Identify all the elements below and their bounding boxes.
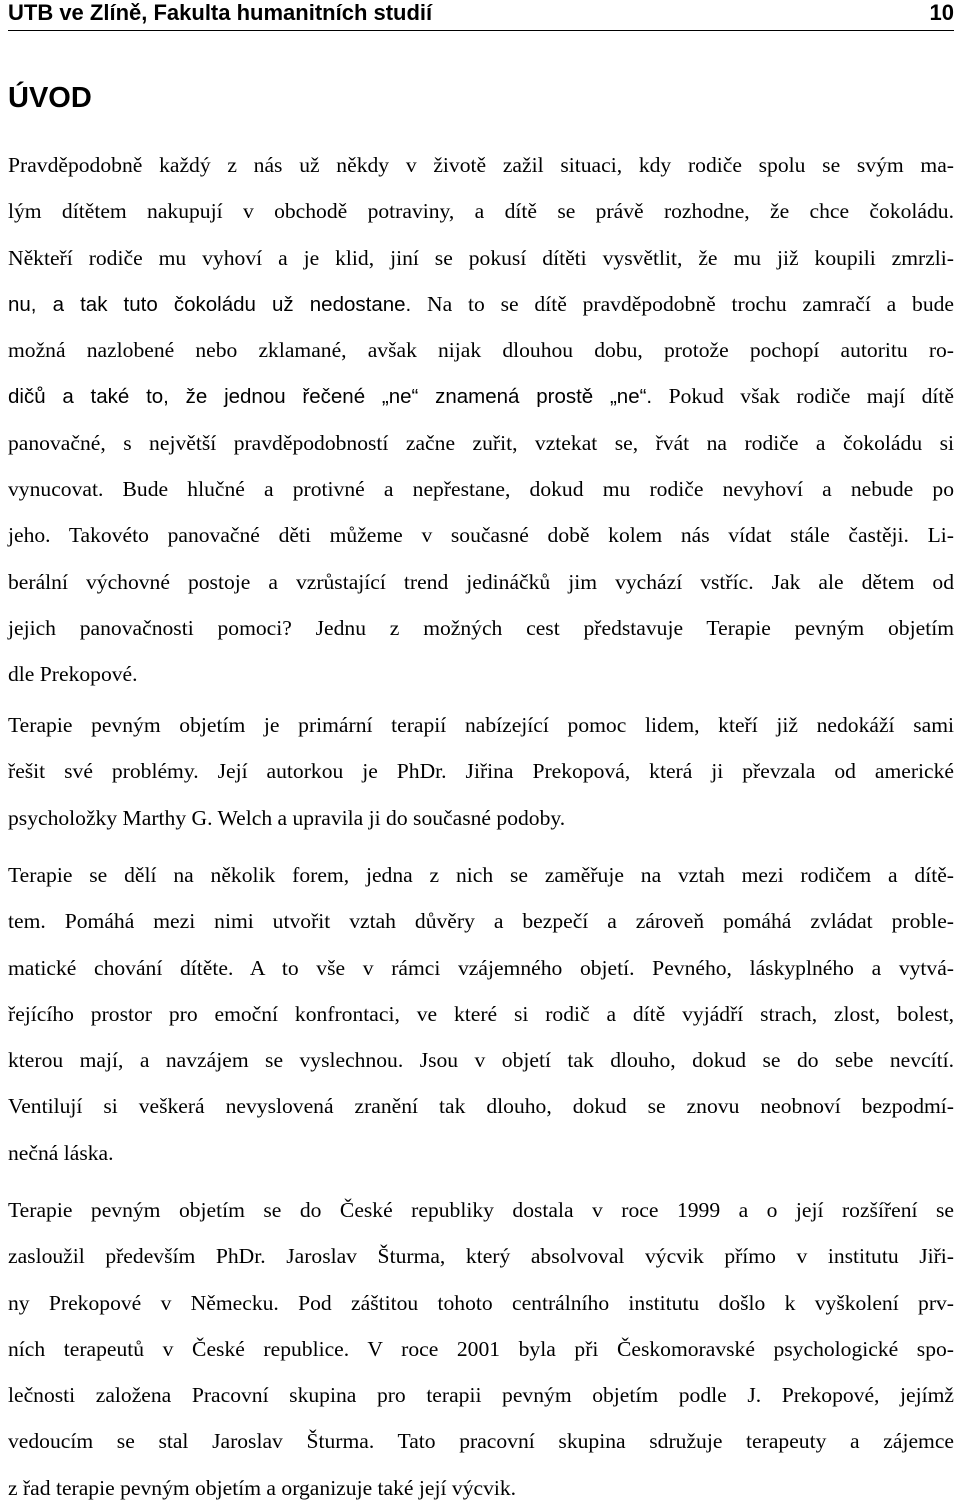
text-segment: matické chování dítěte. A to vše v rámci vzájemného objetí. Pevného, láskyplného a vytvá- (8, 955, 954, 980)
text-segment: jejich panovačnosti pomoci? (8, 615, 292, 640)
text-segment: nečná láska. (8, 1140, 114, 1165)
text-segment: Pravděpodobně každý z nás už někdy v životě zažil situaci, kdy rodiče spolu se svým ma- (8, 153, 954, 177)
text-segment: možná nazlobené nebo zklamané, avšak nijak dlouhou dobu, protože pochopí autoritu ro- (8, 338, 954, 363)
text-segment: jeho. (8, 523, 51, 548)
text-segment: Na to se dítě pravděpodobně trochu zamračí a bude (411, 291, 955, 316)
text-line (8, 1233, 954, 1279)
text-line (8, 702, 954, 748)
text-segment: psycholožky Marthy G. Welch a upravila ji do současné podoby. (8, 805, 566, 830)
text-line (8, 1372, 954, 1418)
text-line (8, 748, 954, 794)
text-segment: nu, a tak tuto čokoládu už nedostane. (8, 292, 412, 316)
paragraph-4 (8, 1187, 954, 1511)
text-segment: berální výchovné postoje a vzrůstající trend jedináčků jim vychází vstříc. (8, 569, 754, 594)
text-segment: z řad terapie pevným objetím a organizuje také její výcvik. (8, 1475, 517, 1500)
text-segment: Terapie pevným objetím je primární terapií nabízející pomoc lidem, kteří již nedokáží sami (8, 713, 954, 737)
text-segment: Jednu z možných cest představuje Terapie pevným objetím (291, 615, 954, 640)
text-line (8, 605, 954, 651)
text-segment: kterou mají, a navzájem se vyslechnou. Jsou v objetí tak dlouho, dokud se do sebe nevcítí. (8, 1048, 954, 1073)
text-line (8, 1280, 954, 1326)
text-segment: Terapie pevným objetím se do České republiky dostala v roce 1999 a o její rozšíření se (8, 1198, 954, 1222)
text-line (8, 327, 954, 373)
text-segment: dle Prekopové. (8, 662, 138, 687)
text-line (8, 795, 954, 841)
text-segment: dičů a také to, že jednou řečené „ne“ znamená prostě „ne“. (8, 385, 653, 409)
header-institution: UTB ve Zlíně, Fakulta humanitních studií (8, 0, 433, 25)
text-segment: Ventilují si veškerá nevyslovená zranění tak dlouho, dokud se znovu neobnoví bezpodmí- (8, 1094, 954, 1119)
text-line (8, 991, 954, 1037)
text-segment: řejícího prostor pro emoční konfrontaci, ve které si rodič a dítě vyjádří strach, zlost, bolest, (8, 1001, 954, 1026)
text-segment: ny Prekopové v Německu. Pod záštitou tohoto centrálního institutu došlo k vyškolení prv- (8, 1290, 954, 1315)
text-segment: Někteří rodiče mu vyhoví a je klid, jiní se pokusí dítěti vysvětlit, že mu již koupili zmrzli- (8, 245, 954, 270)
text-line (8, 1418, 954, 1464)
text-line (8, 142, 954, 188)
text-line (8, 559, 954, 605)
text-segment: vedoucím se stal Jaroslav Šturma. Tato pracovní skupina sdružuje terapeuty a zájemce (8, 1429, 954, 1454)
text-segment: Takovéto panovačné děti můžeme v současné době kolem nás vídat stále častěji. (50, 523, 909, 548)
text-line (8, 1130, 954, 1176)
text-segment: tem. Pomáhá mezi nimi utvořit vztah důvěry a bezpečí a zároveň pomáhá zvládat proble- (8, 909, 954, 934)
text-line (8, 852, 954, 898)
text-segment: Li- (908, 523, 954, 548)
section-title: ÚVOD (8, 82, 92, 114)
text-segment: Bude hlučné a protivné a nepřestane, dokud mu rodiče nevyhoví a nebude po (103, 477, 954, 502)
paragraph-2 (8, 702, 954, 841)
text-line (8, 281, 954, 327)
text-line (8, 512, 954, 558)
text-segment: Terapie se dělí na několik forem, jedna z nich se zaměřuje na vztah mezi rodičem a dítě- (8, 863, 954, 887)
text-line (8, 945, 954, 991)
page-number: 10 (929, 0, 954, 25)
text-line (8, 1037, 954, 1083)
text-line (8, 1326, 954, 1372)
paragraph-1 (8, 142, 954, 698)
text-line (8, 188, 954, 234)
text-line (8, 1187, 954, 1233)
text-segment: ních terapeutů v České republice. V roce 2001 byla při Českomoravské psychologické spo- (8, 1336, 954, 1361)
text-line (8, 898, 954, 944)
text-segment: lečnosti založena Pracovní skupina pro terapii pevným objetím podle J. Prekopové, jejímž (8, 1383, 954, 1408)
text-line (8, 651, 954, 697)
paragraph-3 (8, 852, 954, 1176)
text-segment: panovačné, s největší pravděpodobností začne zuřit, vztekat se, řvát na rodiče a čokoládu si (8, 430, 954, 455)
text-line (8, 1465, 954, 1511)
text-line (8, 373, 954, 419)
text-line (8, 466, 954, 512)
text-segment: Jak ale dětem od (753, 569, 954, 594)
running-header (8, 0, 954, 31)
text-segment: Pokud však rodiče mají dítě (652, 384, 955, 409)
text-line (8, 420, 954, 466)
text-line (8, 235, 954, 281)
text-line (8, 1083, 954, 1129)
text-segment: zasloužil především PhDr. Jaroslav Šturma, který absolvoval výcvik přímo v institutu Jiři- (8, 1244, 954, 1269)
text-segment: řešit své problémy. Její autorkou je PhDr. Jiřina Prekopová, která ji převzala od americké (8, 759, 954, 784)
text-segment: lým dítětem nakupují v obchodě potraviny, a dítě se právě rozhodne, že chce čokoládu. (8, 199, 954, 224)
text-segment: vynucovat. (8, 477, 104, 502)
